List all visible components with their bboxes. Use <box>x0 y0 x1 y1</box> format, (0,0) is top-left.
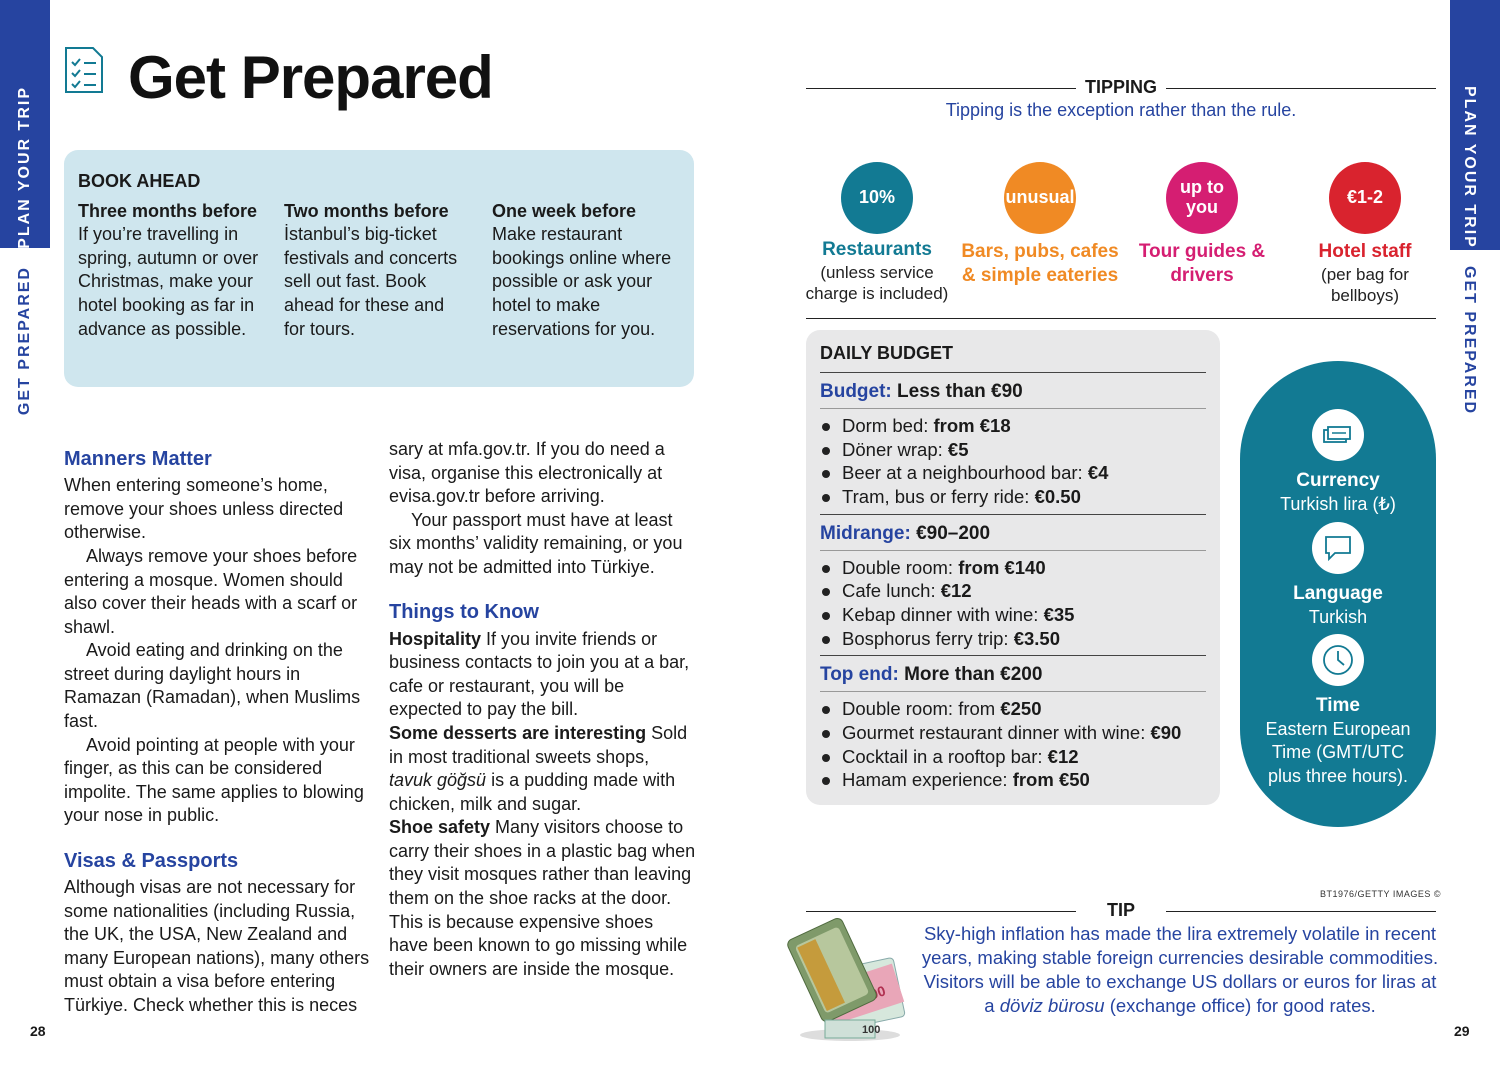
budget-item: Cocktail in a rooftop bar: €12 <box>820 745 1206 769</box>
tipping-item-hotel <box>1285 162 1445 306</box>
budget-tier <box>820 515 1206 657</box>
things-italic: tavuk göğsü <box>389 770 487 791</box>
budget-item: Tram, bus or ferry ride: €0.50 <box>820 485 1206 509</box>
page-number-right: 29 <box>1454 1023 1470 1039</box>
fact-language <box>1240 522 1436 629</box>
clock-icon <box>1312 634 1364 686</box>
things-term: Hospitality <box>389 628 482 649</box>
budget-item: Double room: from €250 <box>820 697 1206 721</box>
book-ahead-col-2 <box>284 200 470 341</box>
things-item <box>389 722 697 816</box>
visas-paragraph-continued: sary at mfa.gov.tr. If you do need a visa, organise this electronically at evisa.gov.tr before arriving. <box>389 439 665 507</box>
book-ahead-heading: Two months before <box>284 200 449 221</box>
tier-label: Midrange: <box>820 522 911 544</box>
fact-label: Time <box>1315 695 1360 716</box>
things-item <box>389 816 697 981</box>
book-ahead-text: If you’re travelling in spring, autumn or over Christmas, make your hotel booking as far in advance as possible. <box>78 224 259 339</box>
things-text: Many visitors choose to carry their shoes in a plastic bag when they visit mosques rather than leaving them on the shoe racks at the door. This is because expensive shoes have been known to go missing while their owners are inside the mosque. <box>389 817 696 979</box>
budget-item: Döner wrap: €5 <box>820 438 1206 462</box>
tipping-label: Bars, pubs, cafes & simple eateries <box>961 241 1119 286</box>
svg-text:100: 100 <box>862 1024 881 1036</box>
book-ahead-col-3 <box>492 200 680 341</box>
tipping-divider <box>806 318 1436 319</box>
things-item <box>389 628 697 722</box>
book-ahead-col-1 <box>78 200 262 341</box>
fact-value: Turkish <box>1308 606 1368 627</box>
tip-text: Sky-high inflation has made the lira extremely volatile in recent years, making stable foreign currencies desirable commodities. Visitors will be able to exchange US dollars or euros for liras at a döviz bürosu (exchange office) for good rates. <box>921 923 1439 1017</box>
tier-label: Budget: <box>820 380 892 402</box>
tipping-badge: 10% <box>841 162 913 234</box>
things-term: Some desserts are interesting <box>389 722 647 743</box>
tipping-label: Tour guides & drivers <box>1138 241 1266 286</box>
budget-item: Bosphorus ferry trip: €3.50 <box>820 627 1206 651</box>
budget-tier <box>820 656 1206 797</box>
tier-range: Less than €90 <box>897 380 1023 402</box>
budget-title: DAILY BUDGET <box>820 342 1206 373</box>
manners-paragraph: Avoid eating and drinking on the street during daylight hours in Ramazan (Ramadan), when Muslims fast. <box>64 640 361 731</box>
banknotes-icon <box>1312 409 1364 461</box>
tipping-note: (per bag for bellboys) <box>1321 264 1409 305</box>
budget-tier-heading <box>820 662 1206 692</box>
book-ahead-box <box>64 150 694 387</box>
tipping-label: Hotel staff <box>1318 241 1412 262</box>
tip-heading: TIP <box>806 899 1436 923</box>
page-number-left: 28 <box>30 1023 46 1039</box>
budget-tier-heading <box>820 521 1206 551</box>
fact-label: Language <box>1293 583 1383 604</box>
budget-item: Dorm bed: from €18 <box>820 414 1206 438</box>
tier-label: Top end: <box>820 664 899 686</box>
tier-range: €90–200 <box>916 522 991 544</box>
left-tab-label-plan: PLAN YOUR TRIP <box>16 86 33 249</box>
facts-pill <box>1240 361 1436 827</box>
page-title: Get Prepared <box>128 44 493 111</box>
manners-paragraph: When entering someone’s home, remove your shoes unless directed otherwise. <box>64 475 344 543</box>
fact-value: Turkish lira (₺) <box>1280 493 1396 514</box>
manners-paragraph: Avoid pointing at people with your finger, as this can be considered impolite. The same applies to blowing your nose in public. <box>64 734 364 826</box>
book-ahead-heading: One week before <box>492 200 637 221</box>
things-text: If you invite friends or business contacts to join you at a bar, cafe or restaurant, you will be expected to pay the bill. <box>389 628 690 720</box>
fact-label: Currency <box>1296 470 1380 491</box>
tipping-item-restaurants <box>797 162 957 304</box>
budget-item: Beer at a neighbourhood bar: €4 <box>820 461 1206 485</box>
book-ahead-text: İstanbul’s big-ticket festivals and concerts sell out fast. Book ahead for these and for tours. <box>284 224 458 339</box>
photo-credit: BT1976/GETTY IMAGES © <box>1320 889 1442 899</box>
middle-column <box>389 438 697 981</box>
tipping-item-guides <box>1122 162 1282 288</box>
visas-heading: Visas & Passports <box>64 849 239 872</box>
right-tab-label-plan: PLAN YOUR TRIP <box>1461 86 1479 249</box>
fact-time <box>1240 634 1436 788</box>
fact-currency <box>1240 409 1436 516</box>
banknotes-photo <box>780 905 910 1045</box>
tipping-note: (unless service charge is included) <box>805 262 949 303</box>
left-tab-label-section: GET PREPARED <box>16 266 33 416</box>
left-column <box>64 446 372 1015</box>
things-heading: Things to Know <box>389 601 539 624</box>
budget-item: Hamam experience: from €50 <box>820 768 1206 792</box>
manners-heading: Manners Matter <box>64 448 212 470</box>
budget-tier-heading <box>820 379 1206 409</box>
tipping-badge: up to you <box>1166 162 1238 234</box>
daily-budget-box <box>806 330 1220 805</box>
right-tab-label-section: GET PREPARED <box>1461 266 1479 416</box>
book-ahead-title: BOOK AHEAD <box>78 171 201 191</box>
budget-item: Gourmet restaurant dinner with wine: €90 <box>820 721 1206 745</box>
manners-paragraph: Always remove your shoes before entering a mosque. Women should also cover their heads with a scarf or shawl. <box>64 545 358 637</box>
book-ahead-heading: Three months before <box>78 200 258 221</box>
tipping-label: Restaurants <box>822 239 932 260</box>
budget-item: Kebap dinner with wine: €35 <box>820 603 1206 627</box>
budget-item: Cafe lunch: €12 <box>820 579 1206 603</box>
tipping-heading: TIPPING <box>806 76 1436 100</box>
tipping-subheading: Tipping is the exception rather than the rule. <box>945 100 1297 120</box>
checklist-icon <box>63 45 105 95</box>
book-ahead-text: Make restaurant bookings online where possible or ask your hotel to make reservations for you. <box>492 224 672 339</box>
things-text: is a pudding made with chicken, milk and sugar. <box>389 770 676 814</box>
visas-paragraph: Although visas are not necessary for some nationalities (including Russia, the UK, the USA, New Zealand and many European nations), many others must obtain a visa before entering Türkiye. Check whether this is neces <box>64 877 370 1015</box>
things-term: Shoe safety <box>389 817 491 838</box>
fact-value: Eastern European Time (GMT/UTC plus three hours). <box>1265 718 1411 786</box>
budget-tier <box>820 373 1206 515</box>
budget-item: Double room: from €140 <box>820 556 1206 580</box>
tipping-badge: €1-2 <box>1329 162 1401 234</box>
tipping-badge: unusual <box>1004 162 1076 234</box>
things-text: Sold in most traditional sweets shops, <box>389 722 688 767</box>
tier-range: More than €200 <box>904 664 1043 686</box>
visas-paragraph: Your passport must have at least six months’ validity remaining, or you may not be admitted into Türkiye. <box>389 509 683 577</box>
tipping-item-bars <box>960 162 1120 288</box>
speech-bubble-icon <box>1312 522 1364 574</box>
